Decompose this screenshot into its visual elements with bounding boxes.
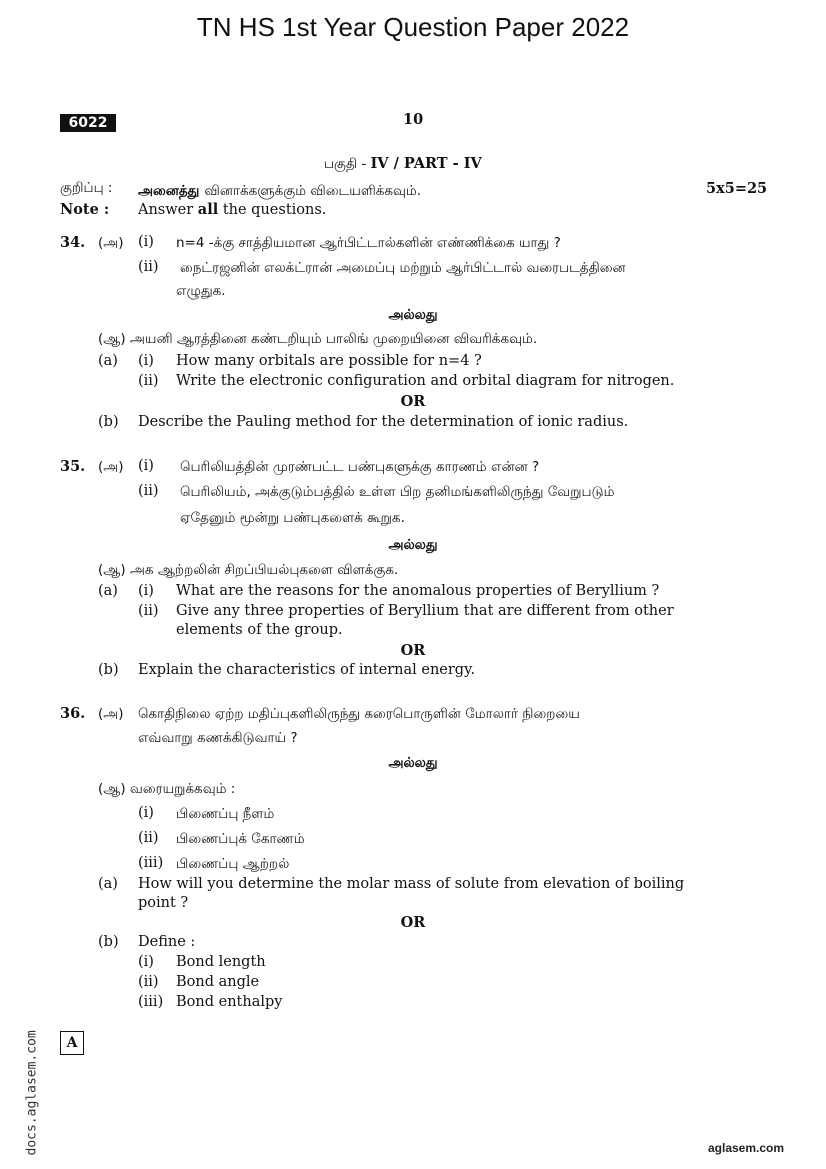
q34-a-i-en: How many orbitals are possible for n=4 ? [176,353,482,369]
q35-a-ii-ta-num: (ii) [138,483,159,499]
q36-a-en-1: How will you determine the molar mass of solute from elevation of boiling [138,876,685,892]
question-number-34: 34. [60,234,86,251]
q36-a-ta-label: (அ) [98,706,124,722]
q34-a-ta-label: (அ) [98,235,124,251]
note-ta-text: வினாக்களுக்கும் விடையளிக்கவும். [204,183,422,199]
note-ta-label: குறிப்பு : [60,180,113,196]
note-en [138,201,326,218]
q36-b-ii-ta-num: (ii) [138,830,159,846]
q35-or: OR [400,642,426,659]
paper-code-badge: 6022 [60,114,116,132]
q36-b-iii-num: (iii) [138,994,164,1010]
q36-b-ii-ta: பிணைப்புக் கோணம் [176,831,305,847]
q34-a-ii-ta-num: (ii) [138,259,159,275]
q34-a-ii-en: Write the electronic configuration and orbital diagram for nitrogen. [176,373,675,389]
q34-alladhu: அல்லது [388,307,438,323]
q36-b-i-ta-num: (i) [138,805,154,821]
q34-or: OR [400,393,426,410]
q35-a-ii-ta-2: ஏதேனும் மூன்று பண்புகளைக் கூறுக. [180,510,405,526]
note-en-text-2: the questions. [218,202,327,218]
page-title: TN HS 1st Year Question Paper 2022 [196,12,630,42]
q36-b-iii-ta-num: (iii) [138,855,164,871]
q34-b-ta: (ஆ) அயனி ஆரத்தினை கண்டறியும் பாலிங் முறையினை விவரிக்கவும். [98,331,538,347]
question-number-36: 36. [60,705,86,722]
q35-b-ta: (ஆ) அக ஆற்றலின் சிறப்பியல்புகளை விளக்குக. [98,562,399,578]
q34-a-i-num: (i) [138,353,154,369]
q36-b-ta: (ஆ) வரையறுக்கவும் : [98,781,236,797]
side-watermark: docs.aglasem.com [24,1030,40,1156]
q36-b-label: (b) [98,934,119,950]
q35-a-ii-en-2: elements of the group. [176,622,343,638]
q34-b-en: Describe the Pauling method for the determination of ionic radius. [138,414,629,430]
note-ta-bold: அனைத்து [138,183,200,199]
part-heading-en: IV / PART - IV [370,155,482,172]
q35-a-i-ta: பெரிலியத்தின் முரண்பட்ட பண்புகளுக்கு காரணம் என்ன ? [180,459,540,475]
footer-site-link[interactable]: aglasem.com [708,1141,785,1155]
q35-alladhu: அல்லது [388,537,438,553]
q36-b-iii-en: Bond enthalpy [176,994,283,1010]
note-en-bold: all [197,201,219,218]
booklet-letter-box: A [60,1031,84,1055]
q36-b-i-en: Bond length [176,954,266,970]
q34-a-ii-ta-1: நைட்ரஜனின் எலக்ட்ரான் அமைப்பு மற்றும் ஆர்பிட்டால் வரைபடத்தினை [180,260,626,276]
q36-a-ta-1: கொதிநிலை ஏற்ற மதிப்புகளிலிருந்து கரைபொருளின் மோலார் நிறையை [138,706,580,722]
q35-a-ii-num: (ii) [138,603,159,619]
q36-b-ii-en: Bond angle [176,974,260,990]
q35-a-ii-en-1: Give any three properties of Beryllium that are different from other [176,603,674,619]
q36-b-iii-ta: பிணைப்பு ஆற்றல் [176,856,290,872]
q35-a-i-ta-num: (i) [138,458,154,474]
q35-b-label: (b) [98,662,119,678]
q36-b-i-num: (i) [138,954,154,970]
q36-a-label: (a) [98,876,118,892]
q36-b-i-ta: பிணைப்பு நீளம் [176,806,275,822]
q35-a-label: (a) [98,583,118,599]
note-en-text-1: Answer [138,202,198,218]
q36-b-en: Define : [138,934,196,950]
q36-a-en-2: point ? [138,895,189,911]
q36-alladhu: அல்லது [388,755,438,771]
part-heading [324,153,482,174]
q35-a-ta-label: (அ) [98,459,124,475]
note-ta [138,180,421,201]
part-heading-ta: பகுதி - [324,156,371,172]
marks-total: 5x5=25 [706,180,768,197]
note-en-label: Note : [60,201,110,218]
q34-a-i-ta: n=4 -க்கு சாத்தியமான ஆர்பிட்டால்களின் எண்ணிக்கை யாது ? [176,235,561,251]
q36-a-ta-2: எவ்வாறு கணக்கிடுவாய் ? [138,730,298,746]
q34-a-label: (a) [98,353,118,369]
question-number-35: 35. [60,458,86,475]
q34-a-ii-num: (ii) [138,373,159,389]
q35-a-i-num: (i) [138,583,154,599]
q35-b-en: Explain the characteristics of internal energy. [138,662,475,678]
q36-b-ii-num: (ii) [138,974,159,990]
q34-a-ii-ta-2: எழுதுக. [176,283,226,299]
q34-b-label: (b) [98,414,119,430]
q36-or: OR [400,914,426,931]
q35-a-i-en: What are the reasons for the anomalous properties of Beryllium ? [176,583,660,599]
page-number: 10 [403,111,424,128]
q34-a-i-ta-num: (i) [138,234,154,250]
q35-a-ii-ta-1: பெரிலியம், அக்குடும்பத்தில் உள்ள பிற தனிமங்களிலிருந்து வேறுபடும் [180,484,615,500]
